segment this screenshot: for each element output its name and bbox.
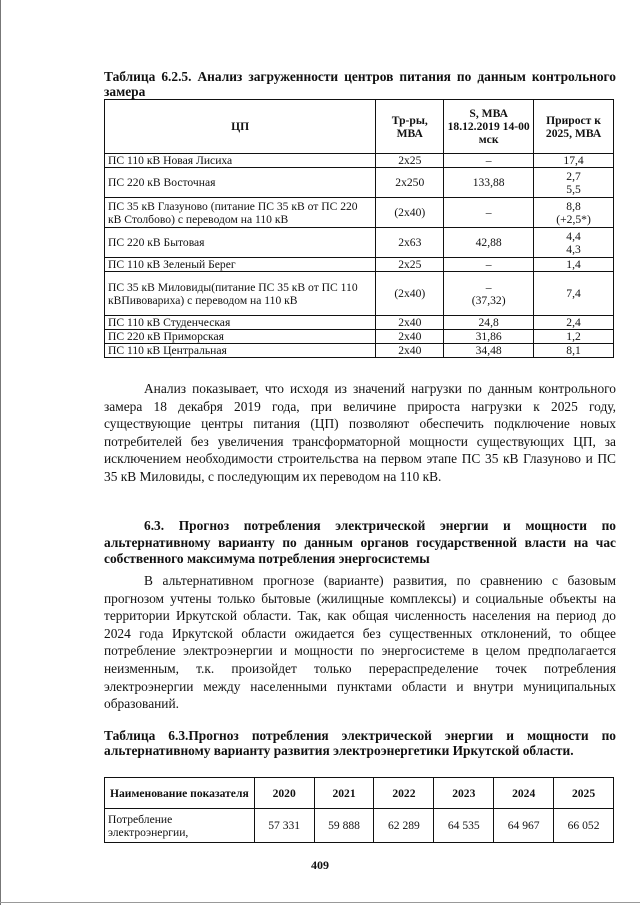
cell-load: – bbox=[444, 258, 534, 272]
cell-growth bbox=[534, 330, 614, 344]
cell-load: – bbox=[444, 154, 534, 168]
cell-transformers: 2х25 bbox=[376, 154, 444, 168]
paragraph-analysis: Анализ показывает, что исходя из значений нагрузки по данным контрольного замера 18 декабря 2019 года, при величине прироста нагрузки к 2025 году, существующие центры питания (ЦП) позволяют обеспечить подключение новых потребителей без увеличения трансформаторной мощности существующих ЦП, за исключением необходимости строительства на первом этапе ПС 35 кВ Глазуново и ПС 35 кВ Миловиды, с последующим их переводом на 110 кВ. bbox=[104, 381, 616, 484]
table1-caption: Таблица 6.2.5. Анализ загруженности центров питания по данным контрольного замера bbox=[104, 69, 616, 99]
header-year: 2020 bbox=[254, 778, 314, 809]
cell-substation-name: ПС 220 кВ Приморская bbox=[105, 330, 376, 344]
table-row bbox=[105, 330, 614, 344]
header-year: 2023 bbox=[434, 778, 494, 809]
cell-substation-name: ПС 110 кВ Центральная bbox=[105, 344, 376, 358]
cell-transformers: 2х40 bbox=[376, 330, 444, 344]
cell-load: 31,86 bbox=[444, 330, 534, 344]
table-row bbox=[105, 272, 614, 316]
cell-value: 59 888 bbox=[314, 809, 374, 843]
growth-value: 8,8 bbox=[566, 199, 581, 213]
table-row bbox=[105, 809, 614, 843]
cell-transformers: 2х40 bbox=[376, 344, 444, 358]
scan-edge-left bbox=[0, 0, 1, 905]
growth-value: 8,1 bbox=[566, 344, 581, 357]
cell-growth bbox=[534, 258, 614, 272]
cell-transformers: 2х63 bbox=[376, 228, 444, 258]
cell-growth bbox=[534, 316, 614, 330]
cell-substation-name: ПС 110 кВ Зеленый Берег bbox=[105, 258, 376, 272]
cell-substation-name: ПС 220 кВ Бытовая bbox=[105, 228, 376, 258]
cell-load: – bbox=[444, 198, 534, 228]
cell-value: 62 289 bbox=[374, 809, 434, 843]
header-indicator-name: Наименование показателя bbox=[105, 778, 255, 809]
cell-substation-name: ПС 110 кВ Студенческая bbox=[105, 316, 376, 330]
growth-value: 4,3 bbox=[566, 242, 581, 256]
growth-value: 1,4 bbox=[566, 258, 581, 271]
cell-substation-name: ПС 220 кВ Восточная bbox=[105, 168, 376, 198]
table-row bbox=[105, 228, 614, 258]
cell-transformers: 2х25 bbox=[376, 258, 444, 272]
cell-growth bbox=[534, 198, 614, 228]
section-heading-6-3: 6.3. Прогноз потребления электрической энергии и мощности по альтернативному варианту по данным органов государственной власти на час собственного максимума потребления энергосистемы bbox=[104, 518, 616, 567]
cell-load: 133,88 bbox=[444, 168, 534, 198]
table-row bbox=[105, 258, 614, 272]
header-transformers: Тр-ры, МВА bbox=[376, 100, 444, 154]
growth-value: 2,7 bbox=[566, 169, 581, 183]
cell-growth bbox=[534, 228, 614, 258]
header-growth: Прирост к 2025, МВА bbox=[534, 100, 614, 154]
cell-growth bbox=[534, 154, 614, 168]
header-year: 2024 bbox=[494, 778, 554, 809]
table1-body bbox=[105, 154, 614, 358]
cell-value: 64 967 bbox=[494, 809, 554, 843]
table2-header-row bbox=[105, 778, 614, 809]
cell-substation-name: ПС 35 кВ Глазуново (питание ПС 35 кВ от ПС 220 кВ Столбово) с переводом на 110 кВ bbox=[105, 198, 376, 228]
cell-load: 24,8 bbox=[444, 316, 534, 330]
table-row bbox=[105, 168, 614, 198]
cell-value: 64 535 bbox=[434, 809, 494, 843]
growth-value: 17,4 bbox=[563, 154, 584, 167]
table2-caption: Таблица 6.3.Прогноз потребления электрической энергии и мощности по альтернативному варианту развития электроэнергетики Иркутской области. bbox=[104, 728, 616, 758]
table-row bbox=[105, 316, 614, 330]
header-year: 2025 bbox=[554, 778, 614, 809]
page-number: 409 bbox=[311, 858, 329, 872]
cell-transformers: (2х40) bbox=[376, 272, 444, 316]
scan-edge-bottom bbox=[0, 902, 640, 903]
table-load-analysis bbox=[104, 99, 614, 358]
cell-transformers: (2х40) bbox=[376, 198, 444, 228]
cell-growth bbox=[534, 272, 614, 316]
cell-load: 34,48 bbox=[444, 344, 534, 358]
cell-transformers: 2х250 bbox=[376, 168, 444, 198]
header-cp: ЦП bbox=[105, 100, 376, 154]
growth-value: 2,4 bbox=[566, 316, 581, 329]
growth-value: (+2,5*) bbox=[556, 212, 591, 226]
growth-value: 5,5 bbox=[566, 182, 581, 196]
header-year: 2022 bbox=[374, 778, 434, 809]
table2-body bbox=[105, 809, 614, 843]
growth-value: 7,4 bbox=[566, 287, 581, 300]
cell-load: – (37,32) bbox=[444, 272, 534, 316]
growth-value: 4,4 bbox=[566, 229, 581, 243]
cell-substation-name: ПС 35 кВ Миловиды(питание ПС 35 кВ от ПС 110 кВПивовариха) с переводом на 110 кВ bbox=[105, 272, 376, 316]
growth-value: 1,2 bbox=[566, 330, 581, 343]
cell-load: 42,88 bbox=[444, 228, 534, 258]
cell-growth bbox=[534, 168, 614, 198]
cell-value: 57 331 bbox=[254, 809, 314, 843]
cell-indicator-name: Потребление электроэнергии, bbox=[105, 809, 255, 843]
header-load: S, МВА 18.12.2019 14-00 мск bbox=[444, 100, 534, 154]
cell-substation-name: ПС 110 кВ Новая Лисиха bbox=[105, 154, 376, 168]
paragraph-alternative: В альтернативном прогнозе (варианте) развития, по сравнению с базовым прогнозом учтены только бытовые (жилищные комплексы) и социальные объекты на территории Иркутской области. Так, как общая численность населения на период до 2024 года Иркутской области ожидается без существенных отклонений, то общее потребление электроэнергии и мощности по энергосистеме в целом предполагается неизменным, т.к. произойдет только перераспределение точек потребления электроэнергии между населенными пунктами области и внутри муниципальных образований. bbox=[104, 573, 616, 712]
table-forecast bbox=[104, 777, 614, 843]
cell-value: 66 052 bbox=[554, 809, 614, 843]
table-row bbox=[105, 198, 614, 228]
table-row bbox=[105, 344, 614, 358]
cell-transformers: 2х40 bbox=[376, 316, 444, 330]
table-row bbox=[105, 154, 614, 168]
cell-growth bbox=[534, 344, 614, 358]
header-year: 2021 bbox=[314, 778, 374, 809]
